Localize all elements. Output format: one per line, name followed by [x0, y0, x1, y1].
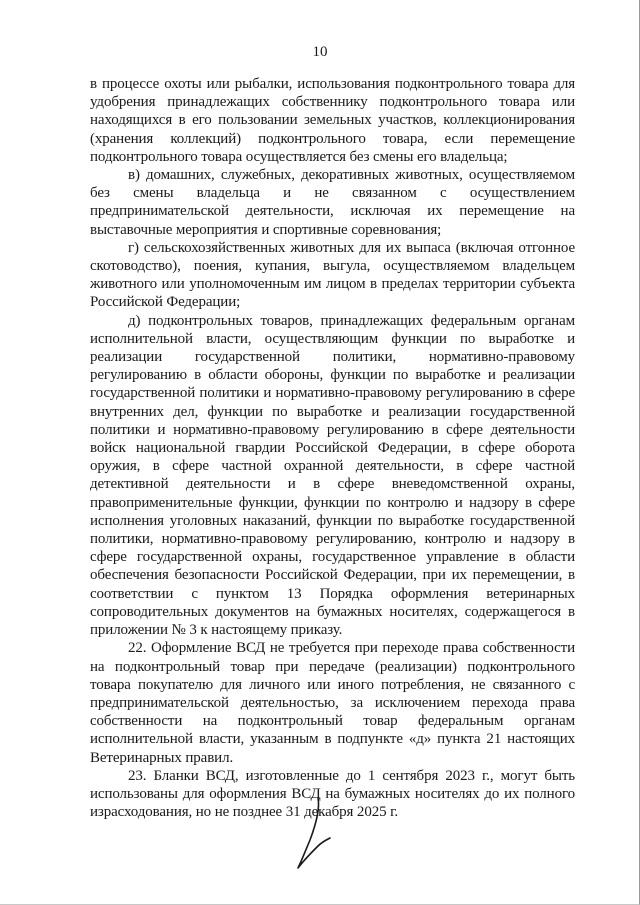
paragraph-23: 23. Бланки ВСД, изготовленные до 1 сентября 2023 г., могут быть использованы для оформления ВСД на бумажных носителях до их полного израсходования, но не позднее 31 декабря 2025 г. [90, 767, 575, 821]
paragraph-item-v: в) домашних, служебных, декоративных животных, осуществляемом без смены владельца и не связанном с осуществлением предпринимательской деятельности, исключая их перемещение на выставочные мероприятия и спортивные соревнования; [90, 167, 575, 238]
paragraph-continuation: в процессе охоты или рыбалки, использования подконтрольного товара для удобрения принадлежащих собственнику подконтрольного товара или находящихся в его пользовании земельных участков, коллекционирования (хранения коллекций) подконтрольного товара, если перемещение подконтрольного товара осуществляется без смены его владельца; [90, 76, 575, 165]
document-body [90, 75, 575, 821]
page-number: 10 [312, 44, 328, 60]
paragraph-item-d: д) подконтрольных товаров, принадлежащих федеральным органам исполнительной власти, осуществляющим функции по выработке и реализации государственной политики, нормативно-правовому регулированию в области обороны, функции по выработке и реализации государственной политики и нормативно-правовому регулированию в сфере внутренних дел, функции по выработке и реализации государственной политики и нормативно-правовому регулированию в сфере деятельности войск национальной гвардии Российской Федерации, в сфере оборота оружия, в сфере частной охранной деятельности, в сфере частной детективной деятельности и в сфере вневедомственной охраны, правоприменительные функции, функции по контролю и надзору в сфере исполнения уголовных наказаний, функции по выработке государственной политики, нормативно-правовому регулированию, контролю и надзору в сфере государственной охраны, государственное управление в области обеспечения безопасности Российской Федерации, при их перемещении, в соответствии с пунктом 13 Порядка оформления ветеринарных сопроводительных документов на бумажных носителях, содержащегося в приложении № 3 к настоящему приказу. [90, 312, 575, 639]
handwritten-signature [288, 794, 338, 874]
paragraph-item-g: г) сельскохозяйственных животных для их выпаса (включая отгонное скотоводство), поения, купания, выгула, осуществляемом владельцем животного или уполномоченным им лицом в пределах территории субъекта Российской Федерации; [90, 239, 575, 311]
paragraph-22: 22. Оформление ВСД не требуется при переходе права собственности на подконтрольный товар при передаче (реализации) подконтрольного товара покупателю для личного или иного потребления, не связанного с предпринимательской деятельностью, за исключением перехода права собственности на подконтрольный товар федеральным органам исполнительной власти, указанным в подпункте «д» пункта 21 настоящих Ветеринарных правил. [90, 640, 575, 766]
